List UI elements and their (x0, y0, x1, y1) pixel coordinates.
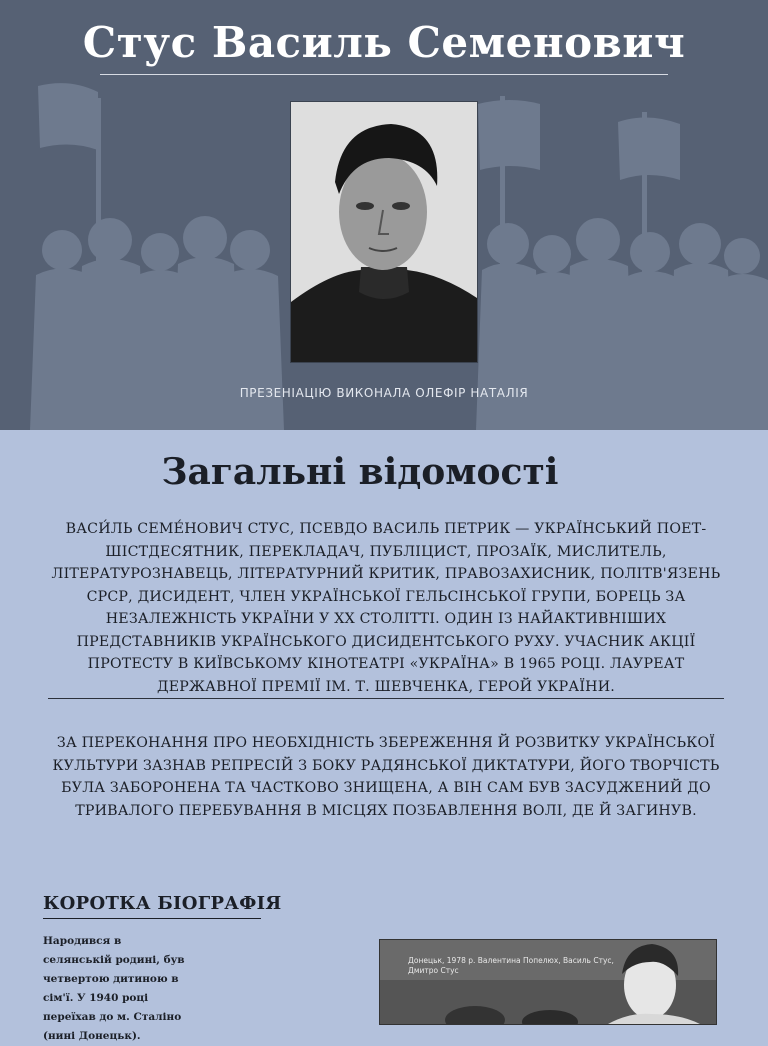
portrait-photo (291, 102, 477, 362)
family-photo (380, 940, 716, 1024)
hero-banner (0, 0, 768, 430)
portrait-icon (291, 102, 477, 362)
section-heading-general: Загальні відомості (161, 451, 559, 493)
section-divider (48, 698, 724, 699)
general-paragraph-2: ЗА ПЕРЕКОНАННЯ ПРО НЕОБХІДНІСТЬ ЗБЕРЕЖЕННЯ Й РОЗВИТКУ УКРАЇНСЬКОЇ КУЛЬТУРИ ЗАЗНАВ РЕПРЕСІЙ З БОКУ РАДЯНСЬКОЇ ДИКТАТУРИ, ЙОГО ТВОРЧІСТЬ БУЛА ЗАБОРОНЕНА ТА ЧАСТКОВО ЗНИЩЕНА, А ВІН САМ БУВ ЗАСУДЖЕНИЙ ДО ТРИВАЛОГО ПЕРЕБУВАННЯ В МІСЦЯХ ПОЗБАВЛЕННЯ ВОЛІ, ДЕ Й ЗАГИНУВ. (52, 735, 720, 819)
general-paragraph-1: ВАСИ́ЛЬ СЕМЕ́НОВИЧ СТУС, ПСЕВДО ВАСИЛЬ ПЕТРИК — УКРАЇНСЬКИЙ ПОЕТ-ШІСТДЕСЯТНИК, ПЕРЕКЛАДАЧ, ПУБЛІЦИСТ, ПРОЗАЇК, МИСЛИТЕЛЬ, ЛІТЕРАТУРОЗНАВЕЦЬ, ЛІТЕРАТУРНИЙ КРИТИК, ПРАВОЗАХИСНИК, ПОЛІТВ'ЯЗЕНЬ СРСР, ДИСИДЕНТ, ЧЛЕН УКРАЇНСЬКОЇ ГЕЛЬСІНСЬКОЇ ГРУПИ, БОРЕЦЬ ЗА НЕЗАЛЕЖНІСТЬ УКРАЇНИ У XX СТОЛІТТІ. ОДИН ІЗ НАЙАКТИВНІШИХ ПРЕДСТАВНИКІВ УКРАЇНСЬКОГО ДИСИДЕНТСЬКОГО РУХУ. УЧАСНИК АКЦІЇ ПРОТЕСТУ В КИЇВСЬКОМУ КІНОТЕАТРІ «УКРАЇНА» В 1965 РОЦІ. ЛАУРЕАТ ДЕРЖАВНОЇ ПРЕМІЇ ІМ. Т. ШЕВЧЕНКА, ГЕРОЙ УКРАЇНИ. (51, 521, 721, 695)
section-heading-bio: КОРОТКА БІОГРАФІЯ (43, 893, 282, 914)
page-title: Стус Василь Семенович (82, 18, 686, 67)
presentation-credit: ПРЕЗЕНІАЦІЮ ВИКОНАЛА ОЛЕФІР НАТАЛІЯ (239, 386, 529, 400)
bio-text: Народився в селянській родині, був четвертою дитиною в сім'ї. У 1940 році переїхав до м. Сталіно (нині Донецьк). (43, 935, 185, 1042)
family-photo-icon (380, 940, 716, 1024)
bio-heading-underline (43, 918, 261, 919)
title-divider (100, 74, 668, 75)
family-photo-caption: Донецьк, 1978 р. Валентина Попелюх, Василь Стус, Дмитро Стус (408, 956, 614, 975)
